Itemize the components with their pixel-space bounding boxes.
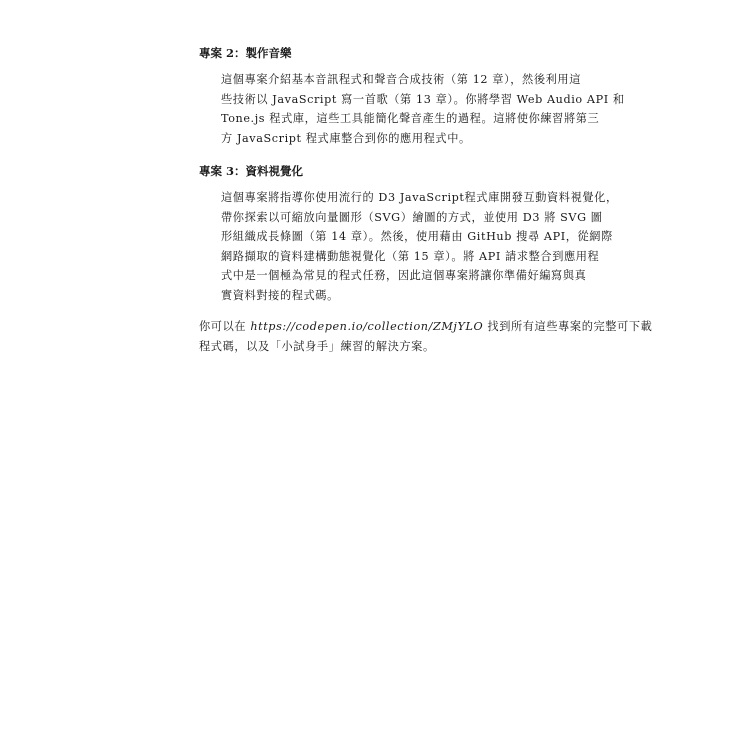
project-2-line-1: 這個專案介紹基本音訊程式和聲音合成技術（第 12 章），然後利用這 (221, 73, 581, 86)
closing-paragraph (199, 317, 653, 356)
codepen-url: https://codepen.io/collection/ZMjYLO (250, 320, 484, 333)
closing-line-1 (199, 317, 653, 337)
project-2-paragraph (221, 70, 625, 148)
project-3-line-2: 帶你探索以可縮放向量圖形（SVG）繪圖的方式，並使用 D3 將 SVG 圖 (221, 210, 603, 224)
project-3-line-6: 實資料對接的程式碼。 (221, 288, 339, 302)
project-2-line-4: 方 JavaScript 程式庫整合到你的應用程式中。 (221, 131, 471, 145)
project-3-line-4: 網路擷取的資料建構動態視覺化（第 15 章）。將 API 請求整合到應用程 (221, 249, 600, 263)
project-3-heading: 專案 3：資料視覺化 (199, 164, 304, 178)
closing-line-1-after: 找到所有這些專案的完整可下載 (483, 320, 653, 333)
closing-line-2: 程式碼，以及「小試身手」練習的解決方案。 (199, 339, 435, 353)
project-3-line-1: 這個專案將指導你使用流行的 D3 JavaScript程式庫開發互動資料視覺化， (221, 191, 618, 204)
project-2-line-2: 些技術以 JavaScript 寫一首歌（第 13 章）。你將學習 Web Audio API 和 (221, 92, 625, 106)
document-page (199, 44, 653, 356)
project-3-line-3: 形組織成長條圖（第 14 章）。然後，使用藉由 GitHub 搜尋 API，從網際 (221, 230, 613, 243)
closing-line-1-before: 你可以在 (199, 320, 251, 333)
project-3-paragraph (221, 188, 618, 305)
project-3-line-5: 式中是一個極為常見的程式任務，因此這個專案將讓你準備好編寫與真 (221, 269, 587, 282)
project-2-line-3: Tone.js 程式庫，這些工具能簡化聲音產生的過程。這將使你練習將第三 (221, 112, 600, 125)
project-2-heading: 專案 2：製作音樂 (199, 46, 292, 60)
